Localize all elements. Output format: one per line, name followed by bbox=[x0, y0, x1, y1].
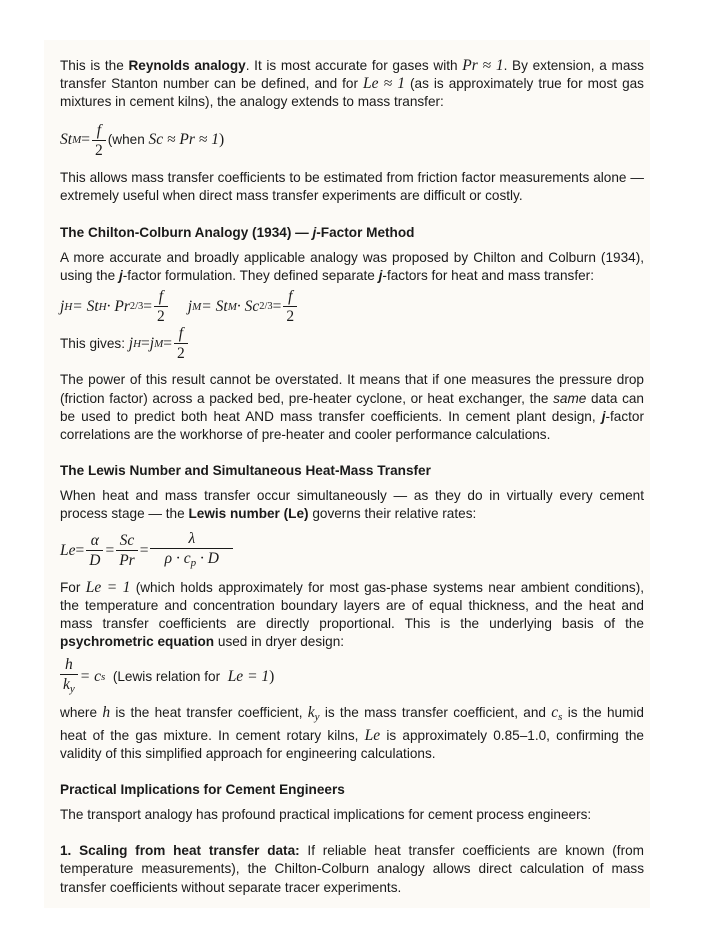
denominator bbox=[60, 675, 78, 698]
math-sub: s bbox=[558, 711, 563, 724]
math-op: = bbox=[81, 131, 90, 148]
text: . It is most accurate for gases with bbox=[245, 58, 463, 73]
text: used in dryer design: bbox=[214, 634, 345, 650]
numerator: f bbox=[283, 288, 297, 307]
math-sub: y bbox=[69, 683, 75, 696]
math: ρ · c bbox=[164, 549, 191, 567]
text: -Factor Method bbox=[316, 225, 415, 241]
math: c bbox=[551, 704, 559, 722]
text: ) bbox=[269, 668, 275, 686]
text: is the mass transfer coefficient, and bbox=[319, 705, 552, 721]
text: (which holds approximately for most gas-phase systems near ambient conditions), the temperature and concentration boundary layers are of equal thickness, and the heat and mass transfer coefficients are directly proportional. This is the underlying basis of the bbox=[60, 579, 644, 632]
math: j bbox=[128, 334, 134, 352]
list-item-label: 1. Scaling from heat transfer data: bbox=[60, 843, 300, 859]
math-op: = bbox=[163, 334, 172, 352]
term-psychrometric-equation: psychrometric equation bbox=[60, 634, 215, 650]
text: The power of this result cannot be overstated. It means that if one measures the pressure drop (friction factor) across a packed bed, pre-heater cyclone, or heat exchanger, the bbox=[60, 372, 644, 406]
denominator bbox=[150, 549, 233, 572]
text-emphasis: same bbox=[553, 390, 587, 406]
text: For bbox=[60, 579, 86, 595]
paragraph-allows: This allows mass transfer coefficients to be estimated from friction factor measurements alone — extremely useful when direct mass transfer experiments are difficult or costly. bbox=[60, 169, 644, 203]
math-sub: H bbox=[98, 300, 107, 313]
text: j bbox=[312, 225, 317, 241]
denominator: 2 bbox=[286, 308, 295, 326]
math-sub: M bbox=[227, 300, 237, 313]
math: j bbox=[60, 297, 65, 315]
math-op: = bbox=[272, 297, 282, 315]
text: (as is approximately true for most gas mixtures in cement kilns), the analogy extends to mass transfer: bbox=[60, 76, 644, 110]
text: governs their relative rates: bbox=[308, 506, 477, 522]
denominator: D bbox=[89, 552, 101, 570]
text: j bbox=[118, 268, 123, 284]
math: j bbox=[187, 297, 193, 315]
paragraph-for-le bbox=[60, 579, 644, 652]
fraction bbox=[174, 325, 188, 362]
math-pr: Pr ≈ 1 bbox=[462, 57, 504, 74]
text: j bbox=[378, 268, 383, 284]
math: = St bbox=[201, 297, 228, 315]
numerator: h bbox=[60, 656, 78, 675]
denominator: 2 bbox=[94, 141, 103, 159]
fraction bbox=[154, 288, 168, 325]
math: Le = 1 bbox=[227, 668, 270, 686]
text: -factors for heat and mass transfer: bbox=[382, 268, 594, 284]
math-sub: M bbox=[192, 300, 202, 313]
numerator: f bbox=[174, 325, 188, 344]
denominator: Pr bbox=[119, 552, 135, 570]
math-st: St bbox=[60, 131, 73, 148]
text: -factor formulation. They defined separate bbox=[122, 268, 379, 284]
math-sub: M bbox=[72, 134, 82, 146]
fraction bbox=[60, 656, 78, 698]
paragraph-lewis bbox=[60, 487, 644, 523]
text: This is the bbox=[60, 58, 129, 73]
math-sub: p bbox=[190, 556, 197, 569]
heading-lewis-number: The Lewis Number and Simultaneous Heat-Mass Transfer bbox=[60, 463, 431, 479]
fraction bbox=[283, 288, 297, 325]
numerator: α bbox=[86, 532, 103, 551]
math: k bbox=[63, 676, 70, 694]
numerator: f bbox=[92, 122, 106, 141]
denominator: 2 bbox=[177, 345, 185, 363]
text: data can be used to predict both heat AND mass transfer coefficients. In cement plant design, bbox=[60, 390, 644, 424]
math-sup: 2/3 bbox=[259, 300, 273, 312]
math-sub: M bbox=[154, 337, 164, 350]
document-page bbox=[44, 40, 650, 908]
equation-lewis-relation bbox=[60, 656, 644, 698]
document-body bbox=[60, 57, 644, 897]
text: is approximately 0.85–1.0, confirming the validity of this simplified approach for engineering calculations. bbox=[60, 727, 644, 761]
equation-gives bbox=[60, 325, 644, 362]
math-op: = bbox=[139, 541, 149, 559]
math-sup: 2/3 bbox=[129, 300, 144, 312]
math: = St bbox=[72, 297, 99, 315]
equation-stanton-mass bbox=[60, 122, 644, 159]
heading-practical-implications: Practical Implications for Cement Engineers bbox=[60, 782, 345, 798]
math-op: = bbox=[75, 541, 85, 559]
math: k bbox=[307, 704, 315, 722]
math: = c bbox=[79, 668, 101, 686]
numerator: f bbox=[154, 288, 168, 307]
numerator: Sc bbox=[116, 532, 138, 551]
term-reynolds-analogy: Reynolds analogy bbox=[128, 58, 246, 73]
term-lewis-number: Lewis number (Le) bbox=[188, 506, 309, 522]
heading-chilton-colburn bbox=[60, 224, 644, 242]
equation-j-factors bbox=[60, 288, 644, 325]
text: -factor correlations are the workhorse of pre-heater and cooler performance calculations. bbox=[60, 408, 644, 443]
text: When heat and mass transfer occur simultaneously — as they do in virtually every cement process stage — the bbox=[60, 488, 644, 522]
paragraph-power bbox=[60, 371, 644, 444]
fraction bbox=[86, 532, 103, 569]
math: · D bbox=[196, 549, 219, 567]
math-le: Le ≈ 1 bbox=[363, 75, 405, 93]
text: is the heat transfer coefficient, bbox=[110, 705, 308, 721]
list-item-scaling bbox=[60, 842, 644, 897]
text: j bbox=[601, 408, 606, 424]
text: This gives: bbox=[60, 335, 125, 351]
math: Le bbox=[364, 726, 381, 744]
text: The Chilton-Colburn Analogy (1934) — bbox=[60, 225, 313, 241]
paragraph-where bbox=[60, 704, 644, 763]
paragraph-practical: The transport analogy has profound practical implications for cement process engineers: bbox=[60, 807, 592, 823]
numerator: λ bbox=[150, 530, 233, 549]
math-sub: H bbox=[64, 300, 73, 313]
math: j bbox=[149, 334, 155, 352]
math-op: = bbox=[141, 334, 150, 352]
fraction bbox=[92, 122, 106, 159]
text: is the humid heat of the gas mixture. In cement rotary kilns, bbox=[60, 705, 644, 743]
math-sub: s bbox=[101, 671, 106, 684]
math-sub: H bbox=[133, 337, 142, 350]
math: · Pr bbox=[106, 297, 130, 315]
equation-lewis-number bbox=[60, 530, 644, 572]
math-condition: Sc ≈ Pr ≈ 1 bbox=[148, 131, 219, 148]
fraction bbox=[116, 532, 138, 569]
text: (Lewis relation for bbox=[105, 669, 224, 685]
text: (when bbox=[107, 132, 145, 147]
math-sub: y bbox=[314, 711, 320, 724]
math-op: = bbox=[105, 541, 115, 559]
paragraph-chilton bbox=[60, 249, 644, 285]
paragraph-reynolds bbox=[60, 57, 644, 112]
fraction bbox=[150, 530, 233, 572]
math-op: = bbox=[143, 297, 153, 315]
math: h bbox=[102, 704, 111, 722]
math: · Sc bbox=[236, 297, 260, 315]
math: Le = 1 bbox=[85, 578, 131, 596]
text: ) bbox=[218, 131, 225, 148]
denominator: 2 bbox=[157, 308, 165, 326]
text: If reliable heat transfer coefficients are known (from temperature measurements), the Chilton-Colburn analogy allows direct calculation of mass transfer coefficients without separate tracer experiments. bbox=[60, 843, 644, 895]
math: Le bbox=[60, 541, 76, 559]
text: A more accurate and broadly applicable analogy was proposed by Chilton and Colburn (1934), using the bbox=[60, 250, 644, 284]
text: . By extension, a mass transfer Stanton number can be defined, and for bbox=[60, 58, 644, 92]
text: where bbox=[60, 705, 103, 721]
